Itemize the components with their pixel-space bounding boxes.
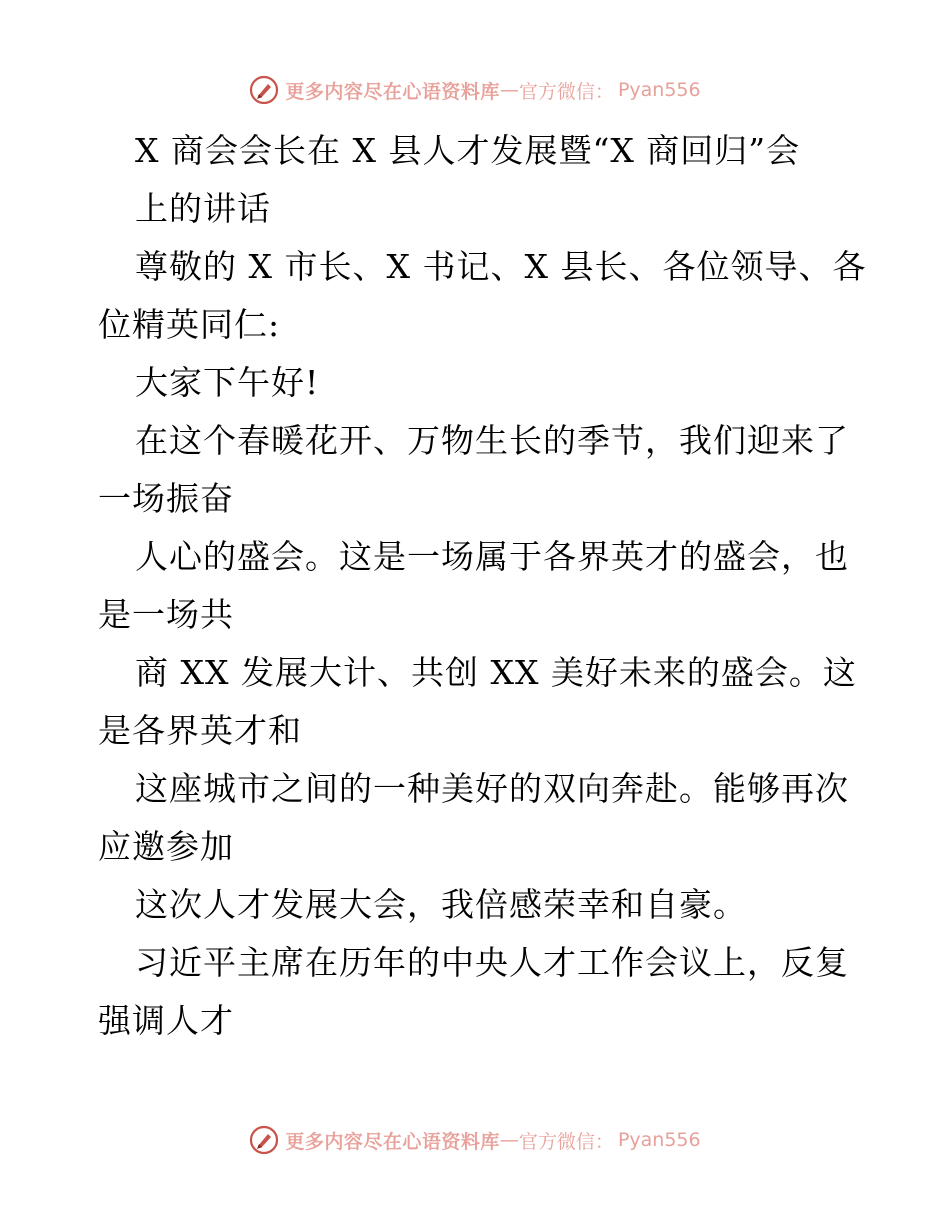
banner-dash: — bbox=[499, 79, 519, 101]
text-line: 尊敬的 X 市长、X 书记、X 县长、各位领导、各 bbox=[135, 247, 867, 286]
footer-banner bbox=[0, 1120, 950, 1160]
banner-dash: — bbox=[499, 1129, 519, 1151]
text-line: 是一场共 bbox=[98, 595, 234, 634]
banner-main-text: 更多内容尽在心语资料库 bbox=[285, 80, 500, 103]
text-line: 一场振奋 bbox=[98, 479, 234, 518]
text-line: 上的讲话 bbox=[135, 189, 271, 228]
text-line: X 商会会长在 X 县人才发展暨“X 商回归”会 bbox=[135, 131, 801, 170]
text-line: 在这个春暖花开、万物生长的季节，我们迎来了 bbox=[135, 421, 849, 460]
text-line: 大家下午好! bbox=[135, 363, 320, 402]
banner-main-text: 更多内容尽在心语资料库 bbox=[285, 1130, 500, 1153]
text-line: 位精英同仁: bbox=[98, 305, 281, 344]
text-line: 这次人才发展大会，我倍感荣幸和自豪。 bbox=[135, 885, 747, 924]
text-line: 是各界英才和 bbox=[98, 711, 302, 750]
banner-wechat-id: Pyan556 bbox=[617, 79, 701, 101]
pen-circle-icon bbox=[249, 75, 279, 105]
banner-wechat-id: Pyan556 bbox=[617, 1129, 701, 1151]
text-line: 人心的盛会。这是一场属于各界英才的盛会，也 bbox=[135, 537, 849, 576]
pen-circle-icon bbox=[249, 1125, 279, 1155]
header-banner bbox=[0, 70, 950, 110]
banner-wechat-label: 官方微信： bbox=[518, 1130, 614, 1153]
banner-wechat-label: 官方微信： bbox=[518, 80, 614, 103]
text-line: 这座城市之间的一种美好的双向奔赴。能够再次 bbox=[135, 769, 849, 808]
document-body bbox=[98, 122, 867, 1050]
text-line: 商 XX 发展大计、共创 XX 美好未来的盛会。这 bbox=[135, 653, 857, 692]
text-line: 习近平主席在历年的中央人才工作会议上，反复 bbox=[135, 943, 849, 982]
text-line: 应邀参加 bbox=[98, 827, 234, 866]
text-line: 强调人才 bbox=[98, 1001, 234, 1040]
